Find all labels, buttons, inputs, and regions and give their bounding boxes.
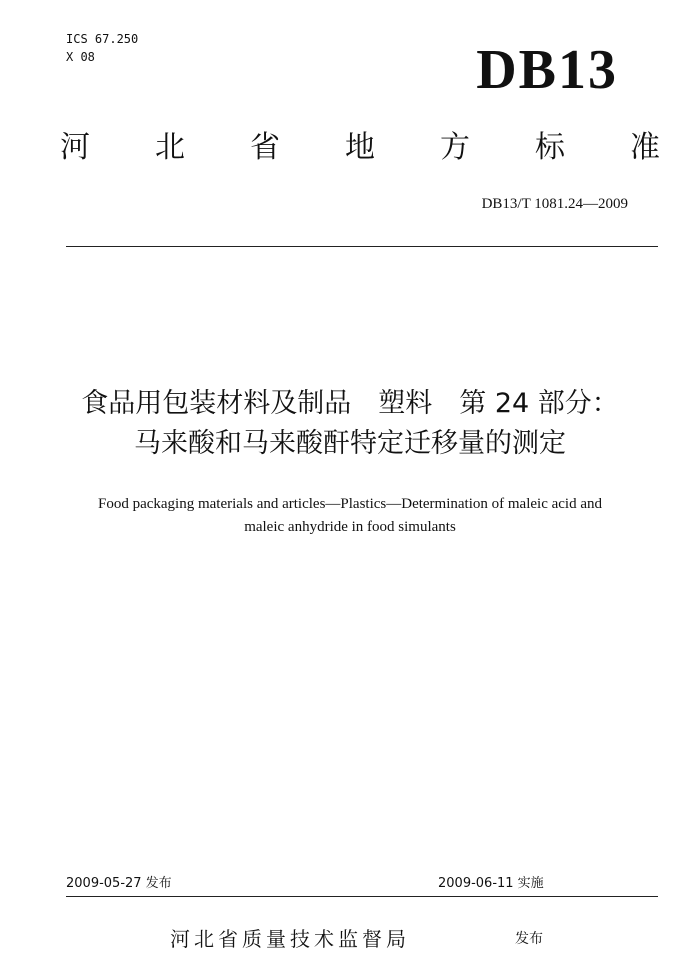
title-en-line2: maleic anhydride in food simulants [244,519,456,535]
implement-date: 2009-06-11 实施 [438,876,544,891]
ics-code: ICS 67.250 [66,32,139,46]
title-cn-line1: 食品用包装材料及制品 塑料 第 24 部分： [81,388,619,419]
standard-type-char: 河 [60,130,90,165]
title-cn-line2: 马来酸和马来酸酐特定迁移量的测定 [134,428,566,459]
issuing-authority: 河北省质量技术监督局 [170,927,410,951]
classification-code: X 08 [66,50,95,64]
standard-type-char: 地 [345,130,375,165]
standard-type-title [60,128,660,168]
header-divider [66,246,658,247]
standard-type-char: 省 [250,130,280,165]
title-en [40,493,660,539]
standard-type-char: 北 [155,130,185,165]
standard-type-char: 准 [630,130,660,165]
publish-date: 2009-05-27 发布 [66,876,172,891]
ics-block [66,30,138,66]
issued-label: 发布 [515,931,543,947]
standard-number: DB13/T 1081.24—2009 [481,196,628,212]
footer-divider [66,896,658,897]
standard-code: DB13 [476,39,618,101]
standard-type-char: 标 [535,130,565,165]
title-en-line1: Food packaging materials and articles—Plastics—Determination of maleic acid and [97,496,602,512]
standard-type-char: 方 [440,130,470,165]
